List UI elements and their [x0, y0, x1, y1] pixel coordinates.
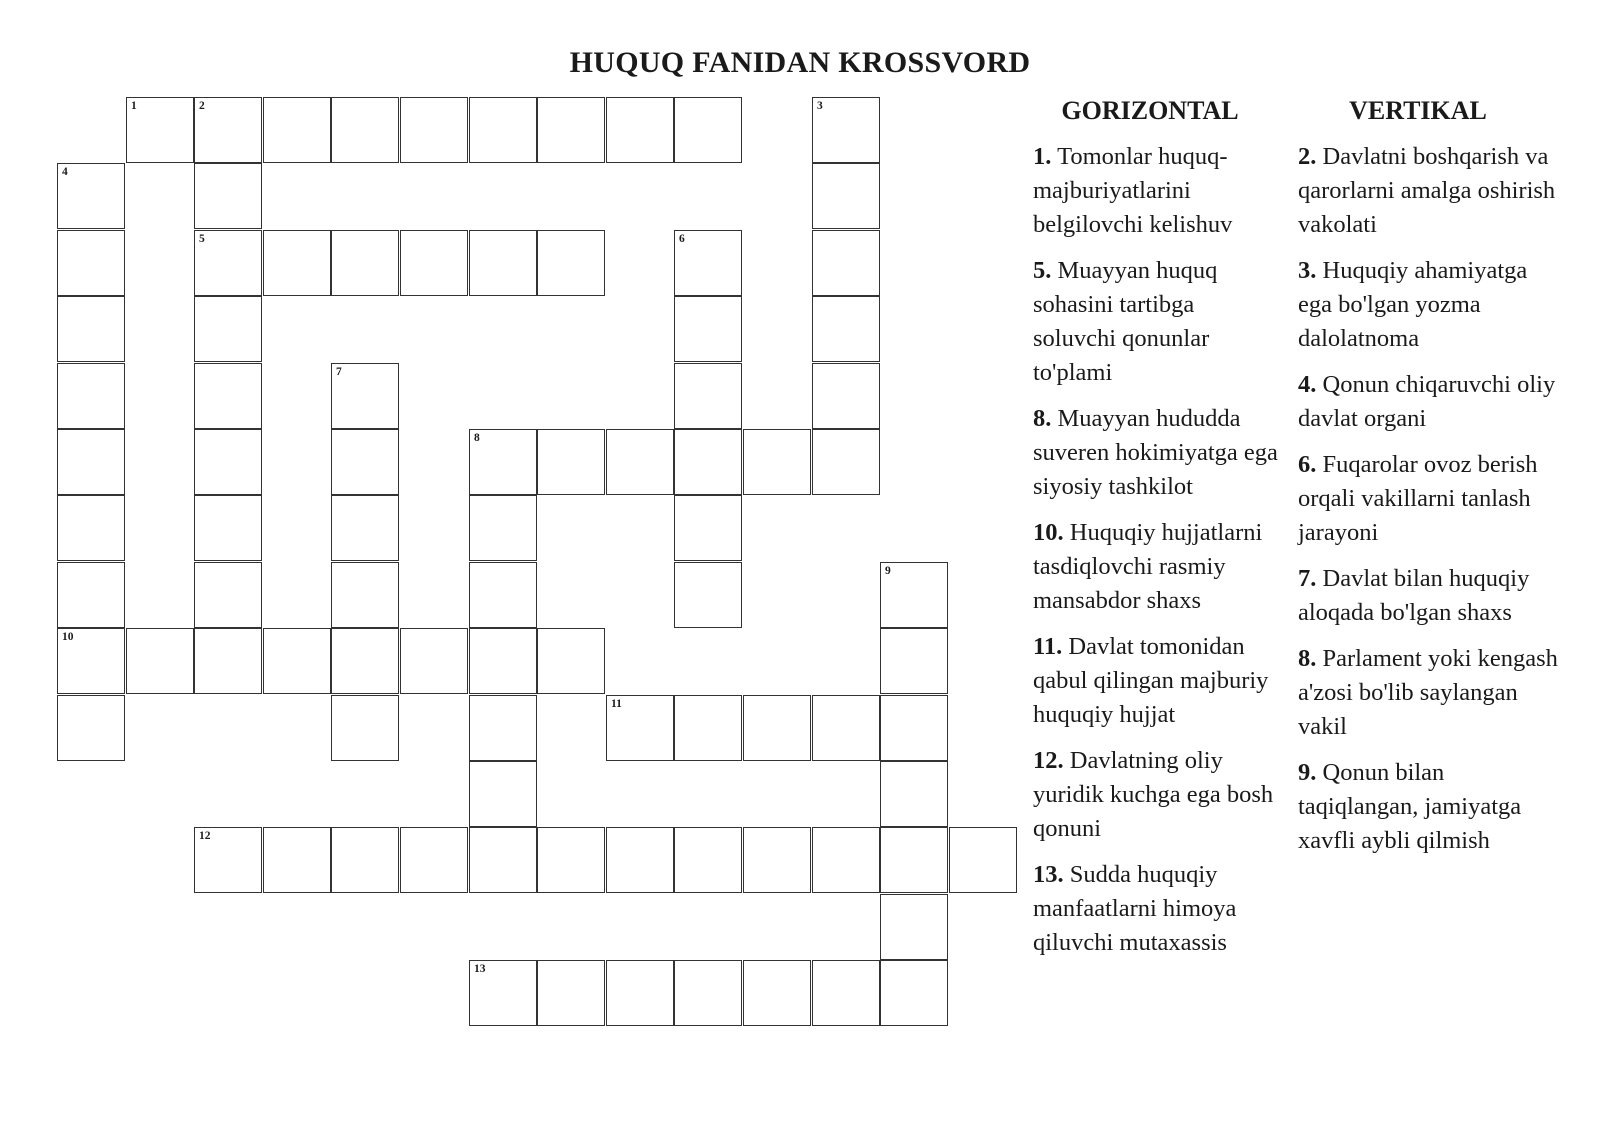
- clue-text: Davlatning oliy yuridik kuchga ega bosh qonuni: [1033, 747, 1274, 842]
- grid-cell[interactable]: [194, 628, 262, 694]
- clue-number-label: 13: [474, 963, 486, 975]
- grid-cell[interactable]: [57, 363, 125, 429]
- grid-cell[interactable]: [812, 695, 880, 761]
- vertikal-clue: [1298, 254, 1563, 356]
- grid-cell[interactable]: [194, 163, 262, 229]
- grid-cell[interactable]: [194, 363, 262, 429]
- grid-cell[interactable]: [812, 296, 880, 362]
- grid-cell[interactable]: [743, 695, 811, 761]
- gorizontal-clue: [1033, 254, 1278, 390]
- clue-number-label: 7: [336, 366, 342, 378]
- grid-cell[interactable]: [194, 562, 262, 628]
- grid-cell-12[interactable]: [194, 827, 262, 893]
- grid-cell[interactable]: [194, 296, 262, 362]
- clue-text: Muayyan hududda suveren hokimiyatga ega siyosiy tashkilot: [1033, 405, 1278, 500]
- grid-cell[interactable]: [263, 827, 331, 893]
- puzzle-title: HUQUQ FANIDAN KROSSVORD: [569, 46, 1031, 79]
- grid-cell[interactable]: [263, 628, 331, 694]
- grid-cell[interactable]: [880, 894, 948, 960]
- clue-number: 7.: [1298, 565, 1317, 592]
- grid-cell[interactable]: [57, 429, 125, 495]
- clue-number-label: 3: [817, 100, 823, 112]
- clue-number-label: 5: [199, 233, 205, 245]
- grid-cell-3[interactable]: [812, 97, 880, 163]
- grid-cell[interactable]: [469, 761, 537, 827]
- grid-cell-4[interactable]: [57, 163, 125, 229]
- grid-cell[interactable]: [194, 429, 262, 495]
- grid-cell[interactable]: [331, 628, 399, 694]
- gorizontal-clue: [1033, 402, 1278, 504]
- clue-number: 9.: [1298, 759, 1317, 786]
- gorizontal-clue: [1033, 744, 1278, 846]
- grid-cell[interactable]: [263, 230, 331, 296]
- grid-cell[interactable]: [949, 827, 1017, 893]
- grid-cell-13[interactable]: [469, 960, 537, 1026]
- grid-cell[interactable]: [400, 97, 468, 163]
- grid-cell-1[interactable]: [126, 97, 194, 163]
- clue-number-label: 6: [679, 233, 685, 245]
- vertikal-clue: [1298, 368, 1563, 436]
- clue-text: Qonun chiqaruvchi oliy davlat organi: [1298, 371, 1556, 432]
- grid-cell[interactable]: [400, 230, 468, 296]
- grid-cell[interactable]: [57, 296, 125, 362]
- grid-cell[interactable]: [812, 429, 880, 495]
- clue-number: 6.: [1298, 451, 1317, 478]
- vertikal-clue: [1298, 448, 1563, 550]
- clue-number: 5.: [1033, 257, 1052, 284]
- grid-cell[interactable]: [743, 827, 811, 893]
- clue-text: Huquqiy hujjatlarni tasdiqlovchi rasmiy mansabdor shaxs: [1033, 519, 1263, 614]
- grid-cell[interactable]: [331, 495, 399, 561]
- grid-cell-5[interactable]: [194, 230, 262, 296]
- clue-number: 4.: [1298, 371, 1317, 398]
- clue-number-label: 12: [199, 830, 211, 842]
- grid-cell[interactable]: [606, 827, 674, 893]
- clue-text: Davlat bilan huquqiy aloqada bo'lgan shaxs: [1298, 565, 1530, 626]
- clue-number: 10.: [1033, 519, 1064, 546]
- grid-cell-9[interactable]: [880, 562, 948, 628]
- grid-cell[interactable]: [537, 230, 605, 296]
- grid-cell[interactable]: [469, 827, 537, 893]
- grid-cell[interactable]: [537, 628, 605, 694]
- grid-cell[interactable]: [263, 97, 331, 163]
- grid-cell[interactable]: [674, 429, 742, 495]
- clue-number: 3.: [1298, 257, 1317, 284]
- clue-number: 8.: [1033, 405, 1052, 432]
- clue-number-label: 2: [199, 100, 205, 112]
- gorizontal-clue: [1033, 140, 1278, 242]
- clue-text: Parlament yoki kengash a'zosi bo'lib saylangan vakil: [1298, 645, 1558, 740]
- vertikal-heading: VERTIKAL: [1349, 96, 1487, 125]
- grid-cell[interactable]: [400, 827, 468, 893]
- grid-cell-8[interactable]: [469, 429, 537, 495]
- grid-cell[interactable]: [743, 429, 811, 495]
- clue-number-label: 9: [885, 565, 891, 577]
- vertikal-clue: [1298, 756, 1563, 858]
- grid-cell[interactable]: [812, 363, 880, 429]
- grid-cell[interactable]: [812, 827, 880, 893]
- grid-cell[interactable]: [674, 495, 742, 561]
- grid-cell[interactable]: [331, 429, 399, 495]
- clue-number: 8.: [1298, 645, 1317, 672]
- clue-number: 13.: [1033, 861, 1064, 888]
- grid-cell[interactable]: [469, 562, 537, 628]
- grid-cell[interactable]: [469, 695, 537, 761]
- grid-cell[interactable]: [537, 960, 605, 1026]
- clue-text: Huquqiy ahamiyatga ega bo'lgan yozma dalolatnoma: [1298, 257, 1528, 352]
- gorizontal-clue: [1033, 858, 1278, 960]
- grid-cell[interactable]: [194, 495, 262, 561]
- vertikal-clue: [1298, 642, 1563, 744]
- grid-cell-7[interactable]: [331, 363, 399, 429]
- grid-cell[interactable]: [674, 363, 742, 429]
- clue-number: 11.: [1033, 633, 1063, 660]
- clue-number-label: 10: [62, 631, 74, 643]
- grid-cell[interactable]: [812, 230, 880, 296]
- clue-text: Muayyan huquq sohasini tartibga soluvchi qonunlar to'plami: [1033, 257, 1218, 386]
- grid-cell[interactable]: [880, 695, 948, 761]
- clue-number-label: 4: [62, 166, 68, 178]
- clue-text: Tomonlar huquq-majburiyatlarini belgilovchi kelishuv: [1033, 143, 1233, 238]
- grid-cell[interactable]: [331, 827, 399, 893]
- gorizontal-clue: [1033, 630, 1278, 732]
- grid-cell[interactable]: [57, 230, 125, 296]
- grid-cell[interactable]: [537, 827, 605, 893]
- grid-cell[interactable]: [469, 97, 537, 163]
- gorizontal-heading: GORIZONTAL: [1061, 96, 1239, 125]
- clue-number-label: 8: [474, 432, 480, 444]
- grid-cell[interactable]: [331, 230, 399, 296]
- grid-cell[interactable]: [537, 97, 605, 163]
- vertikal-clue: [1298, 562, 1563, 630]
- grid-cell[interactable]: [880, 628, 948, 694]
- grid-cell-2[interactable]: [194, 97, 262, 163]
- clue-number-label: 1: [131, 100, 137, 112]
- grid-cell[interactable]: [400, 628, 468, 694]
- clue-text: Qonun bilan taqiqlangan, jamiyatga xavfli aybli qilmish: [1298, 759, 1522, 854]
- grid-cell[interactable]: [812, 163, 880, 229]
- grid-cell[interactable]: [469, 628, 537, 694]
- grid-cell[interactable]: [606, 960, 674, 1026]
- clue-text: Fuqarolar ovoz berish orqali vakillarni tanlash jarayoni: [1298, 451, 1538, 546]
- grid-cell[interactable]: [674, 960, 742, 1026]
- clue-number: 2.: [1298, 143, 1317, 170]
- clue-number-label: 11: [611, 698, 622, 710]
- clue-text: Davlat tomonidan qabul qilingan majburiy huquqiy hujjat: [1033, 633, 1269, 728]
- clue-text: Sudda huquqiy manfaatlarni himoya qiluvchi mutaxassis: [1033, 861, 1237, 956]
- clue-text: Davlatni boshqarish va qarorlarni amalga oshirish vakolati: [1298, 143, 1556, 238]
- grid-cell[interactable]: [606, 429, 674, 495]
- grid-cell[interactable]: [469, 495, 537, 561]
- grid-cell[interactable]: [880, 827, 948, 893]
- grid-cell-10[interactable]: [57, 628, 125, 694]
- grid-cell[interactable]: [674, 562, 742, 628]
- vertikal-clue: [1298, 140, 1563, 242]
- grid-cell[interactable]: [880, 960, 948, 1026]
- grid-cell[interactable]: [812, 960, 880, 1026]
- grid-cell[interactable]: [674, 296, 742, 362]
- grid-cell[interactable]: [880, 761, 948, 827]
- grid-cell[interactable]: [331, 562, 399, 628]
- grid-cell[interactable]: [57, 562, 125, 628]
- grid-cell[interactable]: [674, 827, 742, 893]
- grid-cell[interactable]: [57, 495, 125, 561]
- grid-cell[interactable]: [606, 97, 674, 163]
- grid-cell[interactable]: [57, 695, 125, 761]
- grid-cell[interactable]: [537, 429, 605, 495]
- grid-cell-11[interactable]: [606, 695, 674, 761]
- grid-cell[interactable]: [469, 230, 537, 296]
- grid-cell[interactable]: [674, 695, 742, 761]
- gorizontal-clue-list: [1033, 140, 1278, 972]
- grid-cell[interactable]: [743, 960, 811, 1026]
- clue-number: 1.: [1033, 143, 1052, 170]
- grid-cell[interactable]: [331, 97, 399, 163]
- vertikal-clue-list: [1298, 140, 1563, 870]
- grid-cell[interactable]: [674, 97, 742, 163]
- grid-cell[interactable]: [331, 695, 399, 761]
- grid-cell-6[interactable]: [674, 230, 742, 296]
- grid-cell[interactable]: [126, 628, 194, 694]
- clue-number: 12.: [1033, 747, 1064, 774]
- gorizontal-clue: [1033, 516, 1278, 618]
